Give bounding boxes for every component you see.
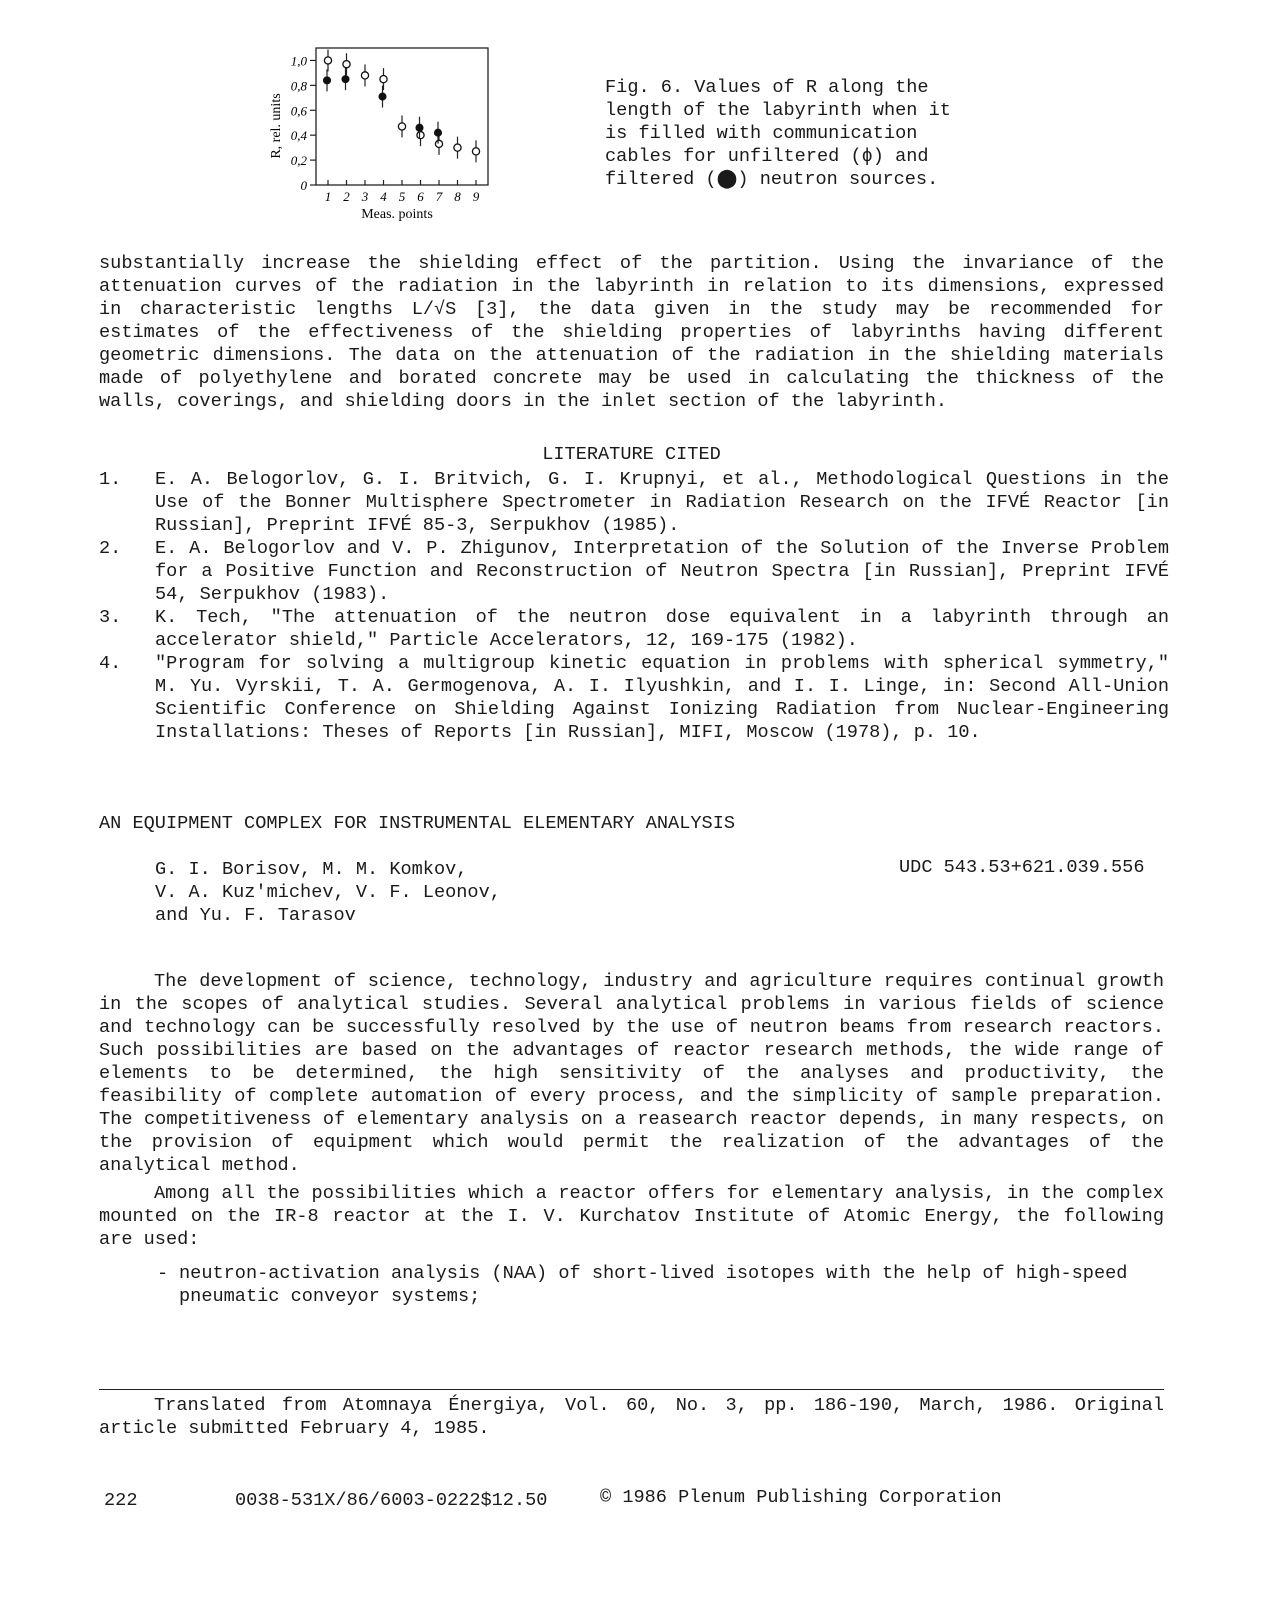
x-tick-label: 1 (324, 189, 332, 204)
x-tick-label: 4 (380, 189, 387, 204)
udc-code: UDC 543.53+621.039.556 (899, 857, 1145, 878)
figure-caption: Fig. 6. Values of R along the length of the labyrinth when it is filled with communication cables for unfiltered (ϕ) and filtered (⬤) neutron sources. (605, 77, 951, 190)
footnote-rule (99, 1389, 1164, 1390)
y-axis-label: R, rel. units (269, 93, 284, 159)
y-tick-label: 0,2 (290, 153, 307, 169)
data-point-filtered (342, 76, 349, 83)
bullet-text: neutron-activation analysis (NAA) of short-lived isotopes with the help of high-speed pneumatic conveyor systems; (179, 1263, 1128, 1307)
reference-text: K. Tech, "The attenuation of the neutron dose equivalent in a labyrinth through an accelerator shield," Particle Accelerators, 12, 169-175 (1982). (155, 607, 1169, 651)
data-point-unfiltered (380, 76, 387, 83)
y-tick-label: 0,8 (290, 78, 307, 94)
data-point-filtered (416, 124, 423, 131)
paragraph-continuation: substantially increase the shielding effect of the partition. Using the invariance of the attenuation curves of the radiation in the labyrinth in relation to its dimensions, expressed in characteristic lengths L/√S [3], the data given in the study may be recommended for estimates of the effectiveness of the shielding properties of labyrinths having different geometric dimensions. The data on the attenuation of the radiation in the shielding materials made of polyethylene and borated concrete may be used in calculating the thickness of the walls, coverings, and shielding doors in the inlet section of the labyrinth. (99, 253, 1164, 412)
article-title: AN EQUIPMENT COMPLEX FOR INSTRUMENTAL ELEMENTARY ANALYSIS (99, 813, 736, 834)
y-ticks (291, 53, 316, 193)
literature-heading: LITERATURE CITED (542, 444, 721, 465)
bullet-dash: - (157, 1263, 169, 1284)
reference-text: E. A. Belogorlov, G. I. Britvich, G. I. Krupnyi, et al., Methodological Questions in the Use of the Bonner Multisphere Spectrometer in Radiation Research on the IFVÉ Reactor [in Russian], Preprint IFVÉ 85-3, Serpukhov (1985). (155, 469, 1169, 536)
x-tick-label: 9 (472, 189, 480, 204)
data-point-unfiltered (343, 61, 350, 68)
x-tick-label: 8 (454, 189, 461, 204)
x-ticks (325, 180, 480, 204)
x-tick-label: 3 (361, 189, 369, 204)
data-point-filtered (324, 77, 331, 84)
y-tick-label: 0,6 (290, 103, 307, 119)
data-point-unfiltered (398, 123, 405, 130)
x-tick-label: 6 (417, 189, 424, 204)
reference-number: 1. (99, 469, 122, 490)
x-tick-label: 2 (343, 189, 350, 204)
reference-text: "Program for solving a multigroup kinetic equation in problems with spherical symmetry," M. Yu. Vyrskii, T. A. Germogenova, A. I. Ilyushkin, and I. I. Linge, in: Second All-Union Scientific Conference on Shielding Against Ionizing Radiation from Nuclear-Engineering Installations: Theses of Reports [in Russian], MIFI, Moscow (1978), p. 10. (155, 653, 1169, 743)
x-tick-label: 5 (398, 189, 406, 204)
y-tick-label: 0,4 (290, 128, 307, 144)
page-number: 222 (104, 1490, 138, 1511)
copyright: © 1986 Plenum Publishing Corporation (600, 1487, 1002, 1508)
article-authors: G. I. Borisov, M. M. Komkov, V. A. Kuz'michev, V. F. Leonov, and Yu. F. Tarasov (155, 859, 501, 926)
reference-text: E. A. Belogorlov and V. P. Zhigunov, Interpretation of the Solution of the Inverse Problem for a Positive Function and Reconstruction of Neutron Spectra [in Russian], Preprint IFVÉ 54, Serpukhov (1983). (155, 538, 1169, 605)
translation-footnote: Translated from Atomnaya Énergiya, Vol. 60, No. 3, pp. 186-190, March, 1986. Original article submitted February 4, 1985. (99, 1395, 1164, 1439)
data-point-unfiltered (361, 72, 368, 79)
reference-number: 4. (99, 653, 122, 674)
paragraph-possibilities: Among all the possibilities which a reactor offers for elementary analysis, in the complex mounted on the IR-8 reactor at the I. V. Kurchatov Institute of Atomic Energy, the following are used: (99, 1183, 1164, 1250)
data-point-filtered (435, 129, 442, 136)
data-point-unfiltered (324, 57, 331, 64)
reference-item (99, 468, 1169, 537)
data-point-unfiltered (472, 148, 479, 155)
reference-item (99, 652, 1169, 744)
reference-item (99, 537, 1169, 606)
article-code: 0038-531X/86/6003-0222$12.50 (235, 1490, 548, 1511)
bullet-item (157, 1262, 1162, 1308)
reference-number: 2. (99, 538, 122, 559)
series-unfiltered (324, 49, 479, 162)
data-point-unfiltered (435, 140, 442, 147)
x-axis-label: Meas. points (361, 207, 433, 222)
x-tick-label: 7 (435, 189, 443, 204)
data-point-unfiltered (417, 132, 424, 139)
reference-item (99, 606, 1169, 652)
reference-list (99, 468, 1169, 744)
data-point-unfiltered (454, 144, 461, 151)
y-tick-label: 0 (300, 178, 307, 193)
reference-number: 3. (99, 607, 122, 628)
paragraph-intro: The development of science, technology, industry and agriculture requires continual growth in the scopes of analytical studies. Several analytical problems in various fields of science and technology can be successfully resolved by the use of neutron beams from research reactors. Such possibilities are based on the advantages of reactor research methods, the wide range of elements to be determined, the high sensitivity of the analyses and productivity, the feasibility of complete automation of every process, and the simplicity of sample preparation. The competitiveness of elementary analysis on a reasearch reactor depends, in many respects, on the provision of equipment which would permit the realization of the advantages of the analytical method. (99, 971, 1164, 1176)
y-tick-label: 1,0 (290, 53, 307, 69)
figure-chart (262, 38, 502, 230)
data-point-filtered (379, 93, 386, 100)
